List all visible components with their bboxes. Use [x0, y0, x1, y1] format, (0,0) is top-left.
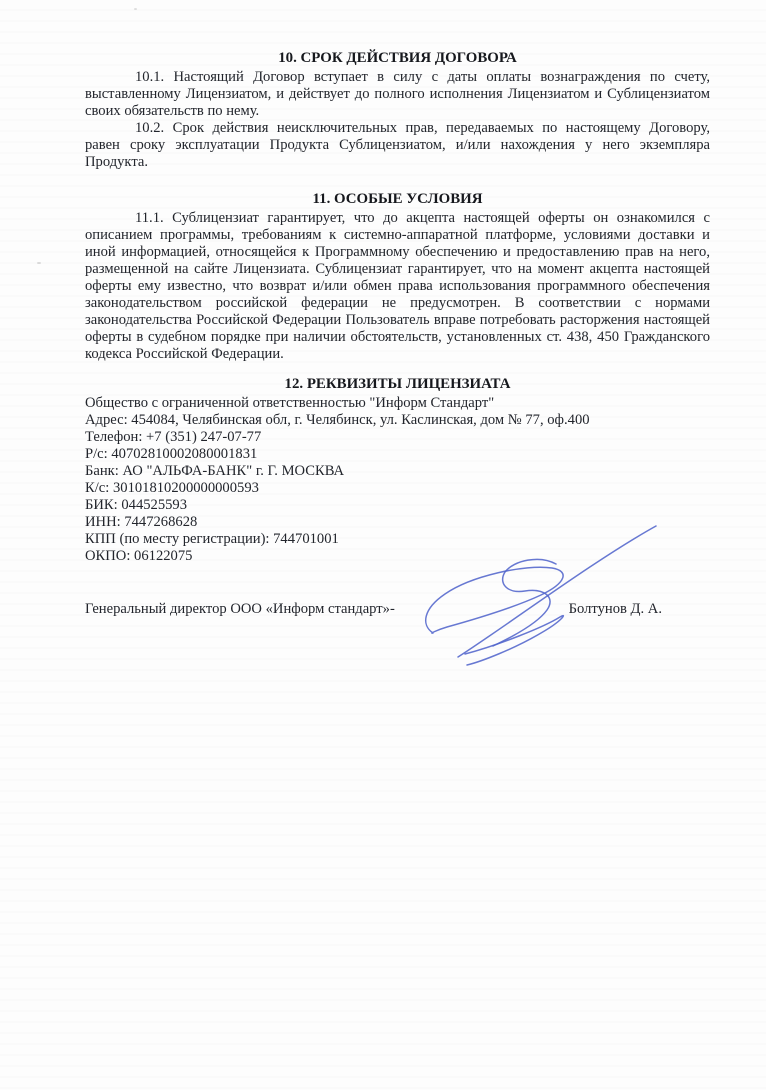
requisite-corr-account: К/с: 30101810200000000593: [85, 480, 259, 496]
requisite-bank: Банк: АО "АЛЬФА-БАНК" г. Г. МОСКВА: [85, 463, 345, 479]
scan-artifact-dash: [37, 262, 41, 264]
requisite-address: Адрес: 454084, Челябинская обл, г. Челябинск, ул. Каслинская, дом № 77, оф.400: [85, 412, 590, 428]
section-licensor-details: [85, 376, 710, 565]
paragraph-11-1: 11.1. Сублицензиат гарантирует, что до акцепта настоящей оферты он ознакомился с описанием программы, требованиям к системно-аппаратной платформе, условиями доставки и иной информацией, относящейся к Программному обеспечению и предоставлению прав на него, размещенной на сайте Лицензиата. Сублицензиат гарантирует, что на момент акцепта настоящей оферты ему известно, что возврат и/или обмен права использования программного обеспечения законодательством российской федерации не предусмотрен. В соответствии с нормами законодательства Российской Федерации Пользователь вправе потребовать расторжения настоящей оферты в судебном порядке при наличии обстоятельств, установленных ст. 438, 450 Гражданского кодекса Российской Федерации.: [85, 210, 710, 362]
paragraph-10-2: 10.2. Срок действия неисключительных прав, передаваемых по настоящему Договору, равен сроку эксплуатации Продукта Сублицензиатом, и/или нахождения у него экземпляра Продукта.: [85, 120, 710, 170]
signature-row: [85, 601, 710, 618]
section-contract-term: [85, 50, 710, 171]
scan-artifact-dot: [134, 8, 137, 10]
requisite-phone: Телефон: +7 (351) 247-07-77: [85, 429, 262, 445]
paragraph-10-1: 10.1. Настоящий Договор вступает в силу с даты оплаты вознаграждения по счету, выставленному Лицензиатом, и действует до полного исполнения Лицензиатом и Сублицензиатом своих обязательств по нему.: [85, 69, 710, 119]
section-heading-requisites: 12. РЕКВИЗИТЫ ЛИЦЕНЗИАТА: [284, 376, 511, 392]
section-heading-special: 11. ОСОБЫЕ УСЛОВИЯ: [312, 191, 483, 207]
requisite-settlement-account: Р/с: 40702810002080001831: [85, 446, 258, 462]
section-heading-term: 10. СРОК ДЕЙСТВИЯ ДОГОВОРА: [278, 50, 517, 66]
signatory-title: Генеральный директор ООО «Информ стандарт»-: [85, 601, 395, 617]
requisite-okpo: ОКПО: 06122075: [85, 548, 193, 564]
requisite-company-name: Общество с ограниченной ответственностью "Информ Стандарт": [85, 395, 495, 411]
requisite-kpp: КПП (по месту регистрации): 744701001: [85, 531, 339, 547]
requisite-bik: БИК: 044525593: [85, 497, 188, 513]
signature-stroke-flourish: [465, 616, 563, 665]
requisite-inn: ИНН: 7447268628: [85, 514, 198, 530]
section-special-conditions: [85, 191, 710, 363]
signatory-name: Болтунов Д. А.: [568, 601, 662, 617]
